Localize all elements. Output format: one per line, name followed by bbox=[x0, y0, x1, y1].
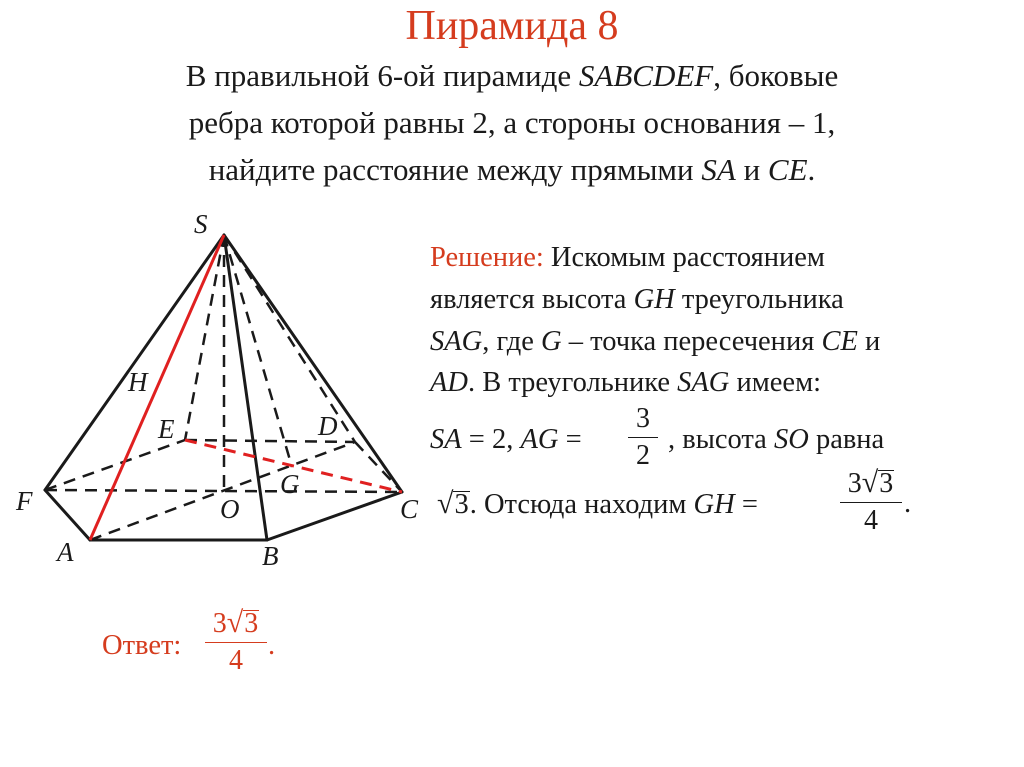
problem-line-2: ребра которой равны 2, а стороны основания – 1, bbox=[188, 105, 836, 140]
edge-FA bbox=[45, 490, 90, 540]
label-F: F bbox=[16, 486, 33, 516]
solution-line-2: является высота GH треугольника bbox=[430, 284, 844, 315]
edge-SE bbox=[185, 235, 224, 440]
solution-line-3: SAG, где G – точка пересечения CE и bbox=[430, 326, 881, 357]
label-A: A bbox=[57, 537, 74, 567]
problem-line-1: В правильной 6-ой пирамиде SABCDEF, боковые bbox=[185, 58, 839, 93]
label-H: H bbox=[128, 367, 148, 397]
solution-line-5a: SA = 2, AG = bbox=[430, 424, 582, 455]
edge-BC bbox=[267, 492, 402, 540]
solution-line-5b: , высота SO равна bbox=[668, 424, 885, 455]
problem-line-3: найдите расстояние между прямыми SA и CE. bbox=[208, 152, 816, 187]
fraction-gh: 3√3 4 bbox=[840, 468, 902, 536]
answer-label: Ответ: bbox=[102, 630, 182, 661]
label-G: G bbox=[280, 469, 300, 499]
edge-SF bbox=[45, 235, 224, 490]
fraction-ag: 3 2 bbox=[628, 404, 658, 471]
answer-fraction: 3√3 4 bbox=[205, 608, 267, 676]
edge-SC bbox=[224, 235, 402, 492]
label-C: C bbox=[400, 494, 419, 524]
edge-DC bbox=[355, 442, 402, 492]
pyramid-diagram bbox=[0, 205, 420, 585]
label-E: E bbox=[158, 414, 175, 444]
solution-line-6: √3. Отсюда находим GH = bbox=[437, 487, 758, 520]
problem-statement bbox=[60, 52, 964, 193]
edge-SG bbox=[224, 235, 292, 467]
answer-dot: . bbox=[268, 630, 276, 661]
solution-line-6-end: . bbox=[904, 488, 912, 519]
edge-SA bbox=[90, 235, 224, 540]
label-S: S bbox=[194, 209, 208, 239]
label-D: D bbox=[318, 411, 338, 441]
solution-line-1: Решение: Искомым расстоянием bbox=[430, 242, 825, 273]
solution-line-4: AD. В треугольнике SAG имеем: bbox=[430, 367, 822, 398]
slide-title: Пирамида 8 bbox=[405, 3, 619, 49]
label-B: B bbox=[262, 541, 279, 571]
label-O: O bbox=[220, 494, 240, 524]
